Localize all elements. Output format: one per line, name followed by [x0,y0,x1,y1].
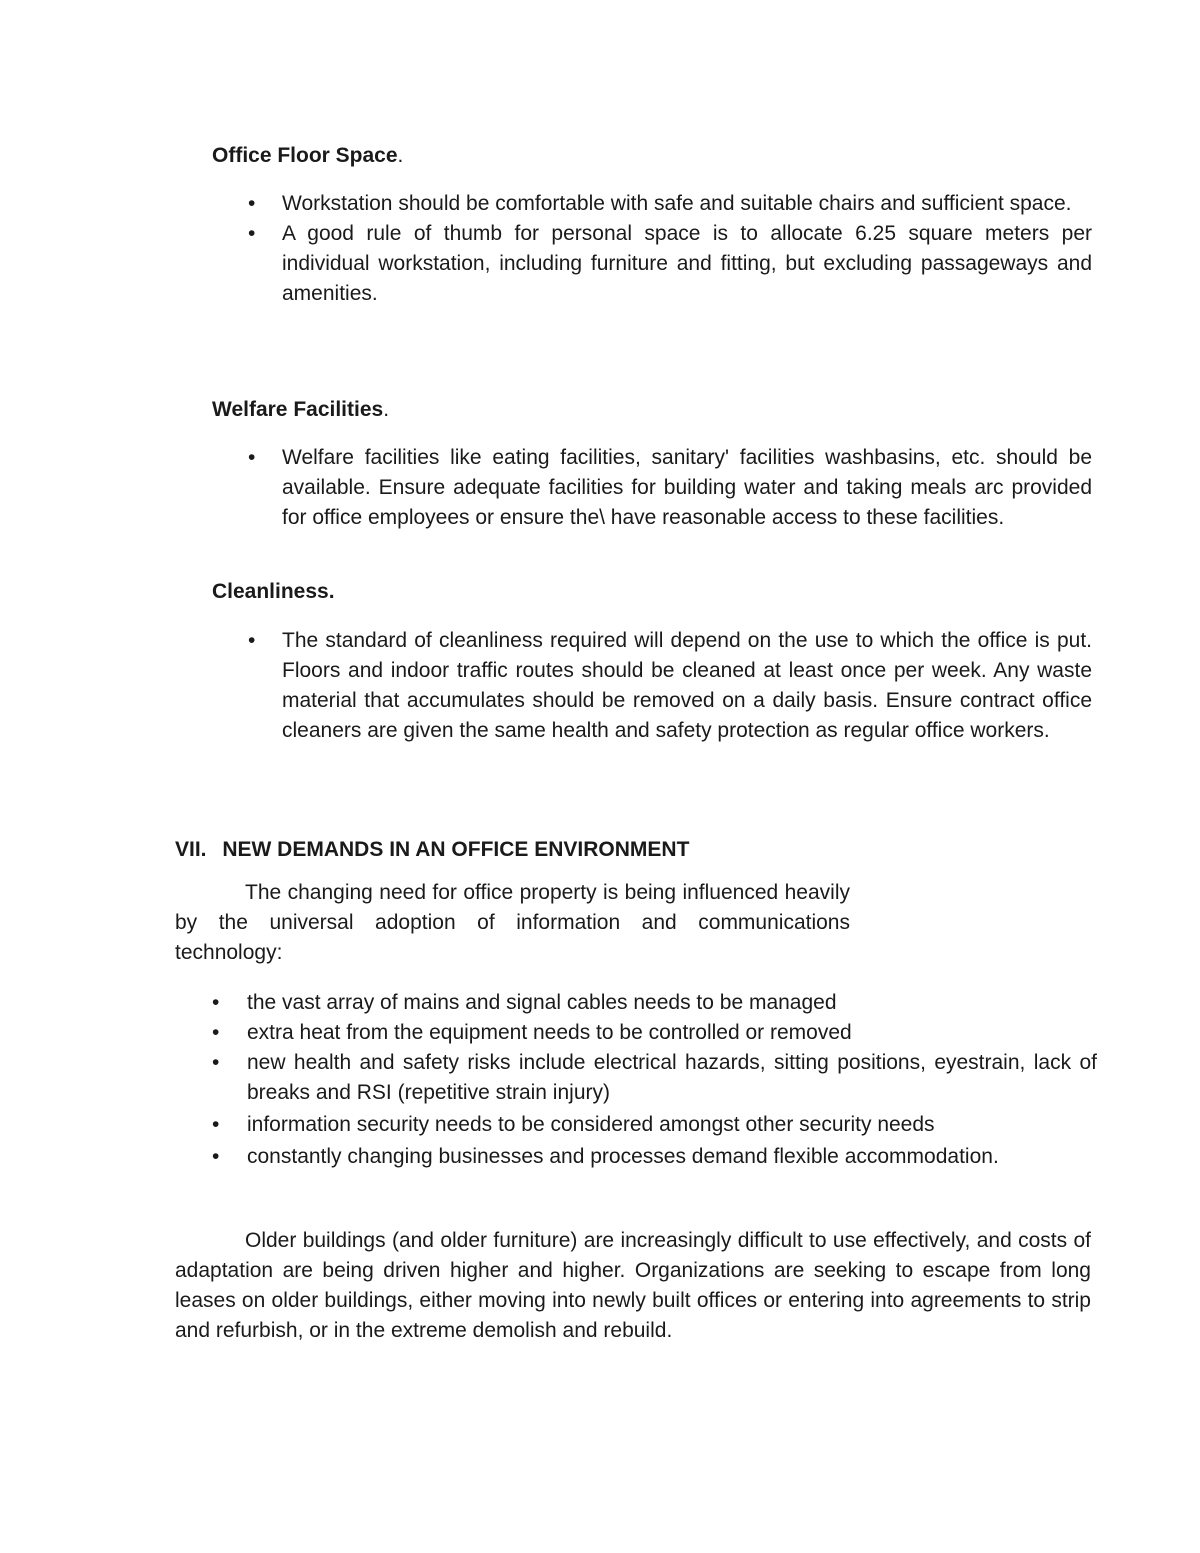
list-item-text: Workstation should be comfortable with safe and suitable chairs and sufficient space. [282,192,1072,215]
new-demands-list [212,988,1097,1172]
closing-paragraph: Older buildings (and older furniture) are increasingly difficult to use effectively, and costs of adaptation are being driven higher and higher. Organizations are seeking to escape from long leases on older buildings, either moving into newly built offices or entering into agreements to strip and refurbish, or in the extreme demolish and rebuild. [175,1229,1091,1342]
section-heading-welfare [212,395,389,425]
chapter-number: VII. [175,838,207,861]
list-item [248,189,1092,219]
bullet-icon: • [248,446,256,469]
bullet-icon: • [212,1145,220,1168]
section-heading-floor-space [212,141,403,171]
list-item [212,1018,1097,1048]
heading-text: Welfare Facilities [212,398,384,421]
list-item-text: information security needs to be considered amongst other security needs [247,1113,935,1136]
list-item [212,1110,1097,1140]
intro-paragraph: The changing need for office property is being influenced heavily by the universal adoption of information and communications technology: [175,881,850,964]
heading-text: Office Floor Space [212,144,398,167]
floor-space-list [248,189,1092,309]
bullet-icon: • [212,1113,220,1136]
heading-punct: . [397,144,404,167]
section-heading-cleanliness: Cleanliness. [212,580,335,603]
list-item-text: A good rule of thumb for personal space is to allocate 6.25 square meters per individual workstation, including furniture and fitting, but excluding passageways and amenities. [282,222,1092,305]
bullet-icon: • [212,991,220,1014]
bullet-icon: • [248,222,256,245]
list-item-text: new health and safety risks include electrical hazards, sitting positions, eyestrain, lack of breaks and RSI (repetitive strain injury) [247,1051,1097,1104]
list-item [248,219,1092,309]
heading-punct: . [383,398,390,421]
list-item-text: constantly changing businesses and processes demand flexible accommodation. [247,1145,999,1168]
list-item [248,626,1092,746]
cleanliness-list [248,626,1092,746]
chapter-title: NEW DEMANDS IN AN OFFICE ENVIRONMENT [222,838,690,861]
list-item-text: Welfare facilities like eating facilities, sanitary' facilities washbasins, etc. should be available. Ensure adequate facilities for building water and taking meals arc provided for office employees or ensure the\ have reasonable access to these facilities. [282,446,1092,529]
list-item [248,443,1092,533]
list-item [212,1142,1097,1172]
list-item-text: extra heat from the equipment needs to be controlled or removed [247,1021,852,1044]
chapter-heading [175,835,689,865]
list-item [212,988,1097,1018]
list-item-text: The standard of cleanliness required will depend on the use to which the office is put. Floors and indoor traffic routes should be cleaned at least once per week. Any waste material that accumulates should be removed on a daily basis. Ensure contract office cleaners are given the same health and safety protection as regular office workers. [282,629,1092,742]
bullet-icon: • [248,192,256,215]
bullet-icon: • [212,1051,220,1074]
bullet-icon: • [248,629,256,652]
list-item [212,1048,1097,1108]
bullet-icon: • [212,1021,220,1044]
welfare-list [248,443,1092,533]
list-item-text: the vast array of mains and signal cables needs to be managed [247,991,837,1014]
